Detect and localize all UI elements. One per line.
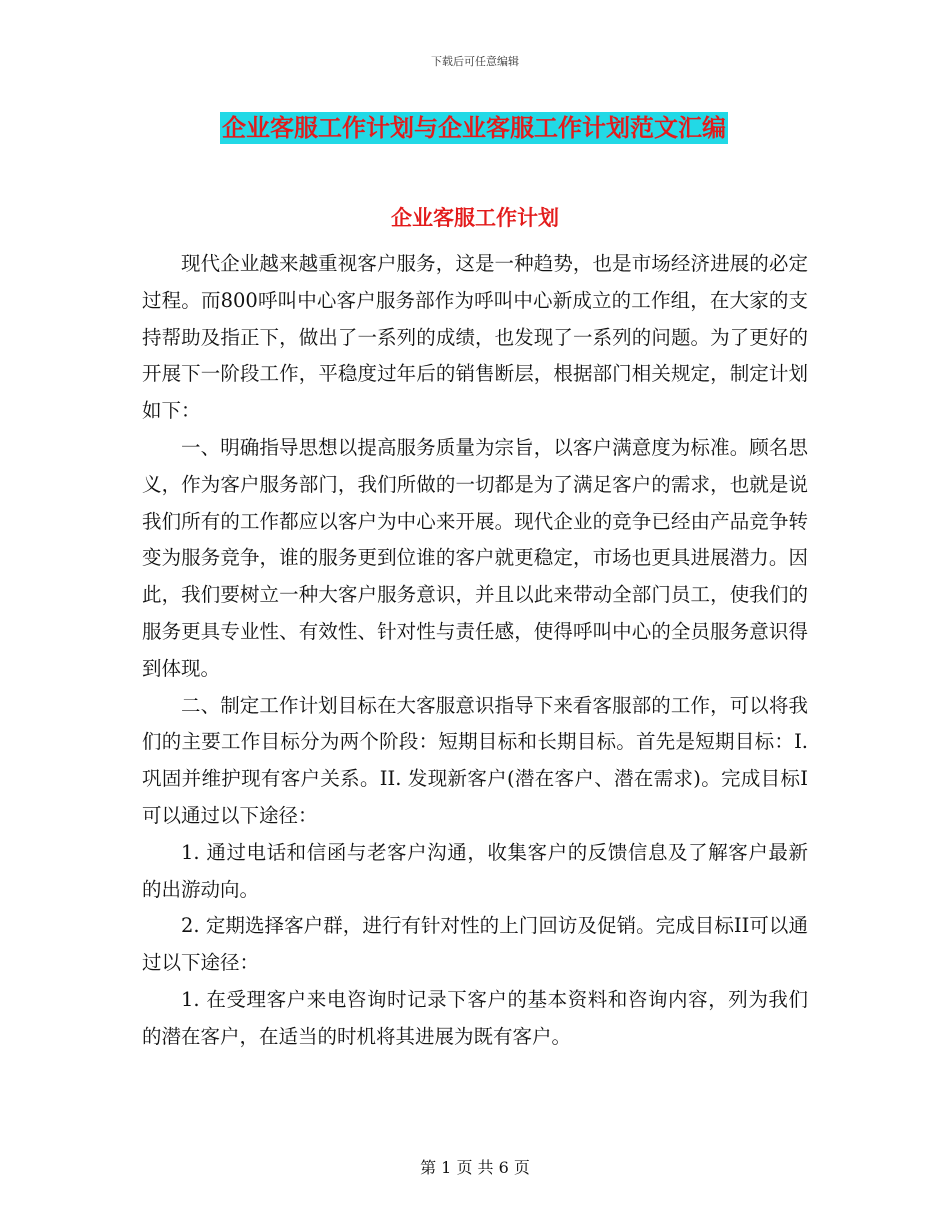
paragraph: 现代企业越来越重视客户服务，这是一种趋势，也是市场经济进展的必定过程。而800呼叫中心客户服务部作为呼叫中心新成立的工作组，在大家的支持帮助及指正下，做出了一系列的成绩，也发现了一系列的问题。为了更好的开展下一阶段工作，平稳度过年后的销售断层，根据部门相关规定，制定计划如下： xyxy=(142,252,808,423)
paragraph: 1. 在受理客户来电咨询时记录下客户的基本资料和咨询内容，列为我们的潜在客户，在适当的时机将其进展为既有客户。 xyxy=(142,987,808,1048)
body-text xyxy=(142,246,808,1056)
paragraph: 二、制定工作计划目标在大客服意识指导下来看客服部的工作，可以将我们的主要工作目标分为两个阶段：短期目标和长期目标。首先是短期目标：I. 巩固并维护现有客户关系。II. 发现新客户(潜在客户、潜在需求)。完成目标I可以通过以下途径： xyxy=(142,693,808,827)
paragraph: 2. 定期选择客户群，进行有针对性的上门回访及促销。完成目标II可以通过以下途径： xyxy=(142,914,808,975)
header-note: 下载后可任意编辑 xyxy=(431,55,519,68)
paragraph: 一、明确指导思想以提高服务质量为宗旨，以客户满意度为标准。顾名思义，作为客户服务部门，我们所做的一切都是为了满足客户的需求，也就是说我们所有的工作都应以客户为中心来开展。现代企业的竞争已经由产品竞争转变为服务竞争，谁的服务更到位谁的客户就更稳定，市场也更具进展潜力。因此，我们要树立一种大客户服务意识，并且以此来带动全部门员工，使我们的服务更具专业性、有效性、针对性与责任感，使得呼叫中心的全员服务意识得到体现。 xyxy=(142,435,808,680)
section-title: 企业客服工作计划 xyxy=(391,205,559,230)
paragraph: 1. 通过电话和信函与老客户沟通，收集客户的反馈信息及了解客户最新的出游动向。 xyxy=(142,840,808,901)
document-main-title: 企业客服工作计划与企业客服工作计划范文汇编 xyxy=(222,113,726,142)
page-footer: 第 1 页 共 6 页 xyxy=(420,1158,530,1177)
